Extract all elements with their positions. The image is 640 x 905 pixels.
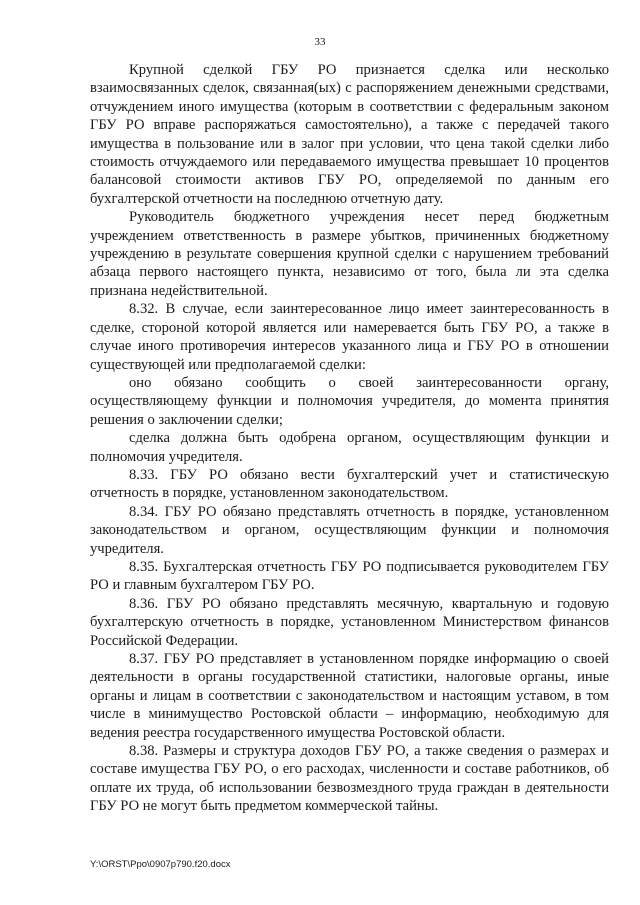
- paragraph-major-transaction: Крупной сделкой ГБУ РО признается сделка или несколько взаимосвязанных сделок, связанная(ых) с распоряжением денежными средствами, отчуждением иного имущества (которым в соответствии с федеральным законом ГБУ РО вправе распоряжаться самостоятельно), а также с передачей такого имущества в пользование или в залог при условии, что цена такой сделки либо стоимость отчуждаемого или передаваемого имущества превышает 10 процентов балансовой стоимости активов ГБУ РО, определяемой по данным его бухгалтерской отчетности на последнюю отчетную дату.: [90, 62, 609, 207]
- document-body: [90, 61, 609, 816]
- paragraph-8-32-approval: сделка должна быть одобрена органом, осуществляющим функции и полномочия учредителя.: [90, 430, 609, 465]
- paragraph-8-34: 8.34. ГБУ РО обязано представлять отчетность в порядке, установленном законодательством и органом, осуществляющим функции и полномочия учредителя.: [90, 503, 609, 557]
- paragraph-8-37: 8.37. ГБУ РО представляет в установленном порядке информацию о своей деятельности в органы государственной статистики, налоговые органы, иные органы и лицам в соответствии с законодательством и настоящим уставом, в том числе в минимущество Ростовской области – информацию, необходимую для ведения реестра государственного имущества Ростовской области.: [90, 651, 609, 741]
- paragraph-director-liability: Руководитель бюджетного учреждения несет перед бюджетным учреждением ответственность в размере убытков, причиненных бюджетному учреждению в результате совершения крупной сделки с нарушением требований абзаца первого настоящего пункта, независимо от того, была ли эта сделка признана недействительной.: [90, 209, 609, 299]
- page-number: 33: [314, 36, 326, 48]
- paragraph-8-35: 8.35. Бухгалтерская отчетность ГБУ РО подписывается руководителем ГБУ РО и главным бухгалтером ГБУ РО.: [90, 558, 609, 594]
- paragraph-8-32: 8.32. В случае, если заинтересованное лицо имеет заинтересованность в сделке, стороной которой является или намеревается быть ГБУ РО, а также в случае иного противоречия интересов указанного лица и ГБУ РО в отношении существующей или предполагаемой сделки:: [90, 301, 609, 373]
- paragraph-8-33: 8.33. ГБУ РО обязано вести бухгалтерский учет и статистическую отчетность в порядке, установленном законодательством.: [90, 466, 609, 502]
- paragraph-8-36: 8.36. ГБУ РО обязано представлять месячную, квартальную и годовую бухгалтерскую отчетность в порядке, установленном Министерством финансов Российской Федерации.: [90, 595, 609, 649]
- paragraph-8-32-duty-to-report: оно обязано сообщить о своей заинтересованности органу, осуществляющему функции и полномочия учредителя, до момента принятия решения о заключении сделки;: [90, 374, 609, 428]
- paragraph-8-38: 8.38. Размеры и структура доходов ГБУ РО, а также сведения о размерах и составе имущества ГБУ РО, о его расходах, численности и составе работников, об оплате их труда, об использовании безвозмездного труда граждан в деятельности ГБУ РО не могут быть предметом коммерческой тайны.: [90, 743, 609, 815]
- footer-file-path: Y:\ORST\Ppo\0907p790.f20.docx: [90, 859, 231, 870]
